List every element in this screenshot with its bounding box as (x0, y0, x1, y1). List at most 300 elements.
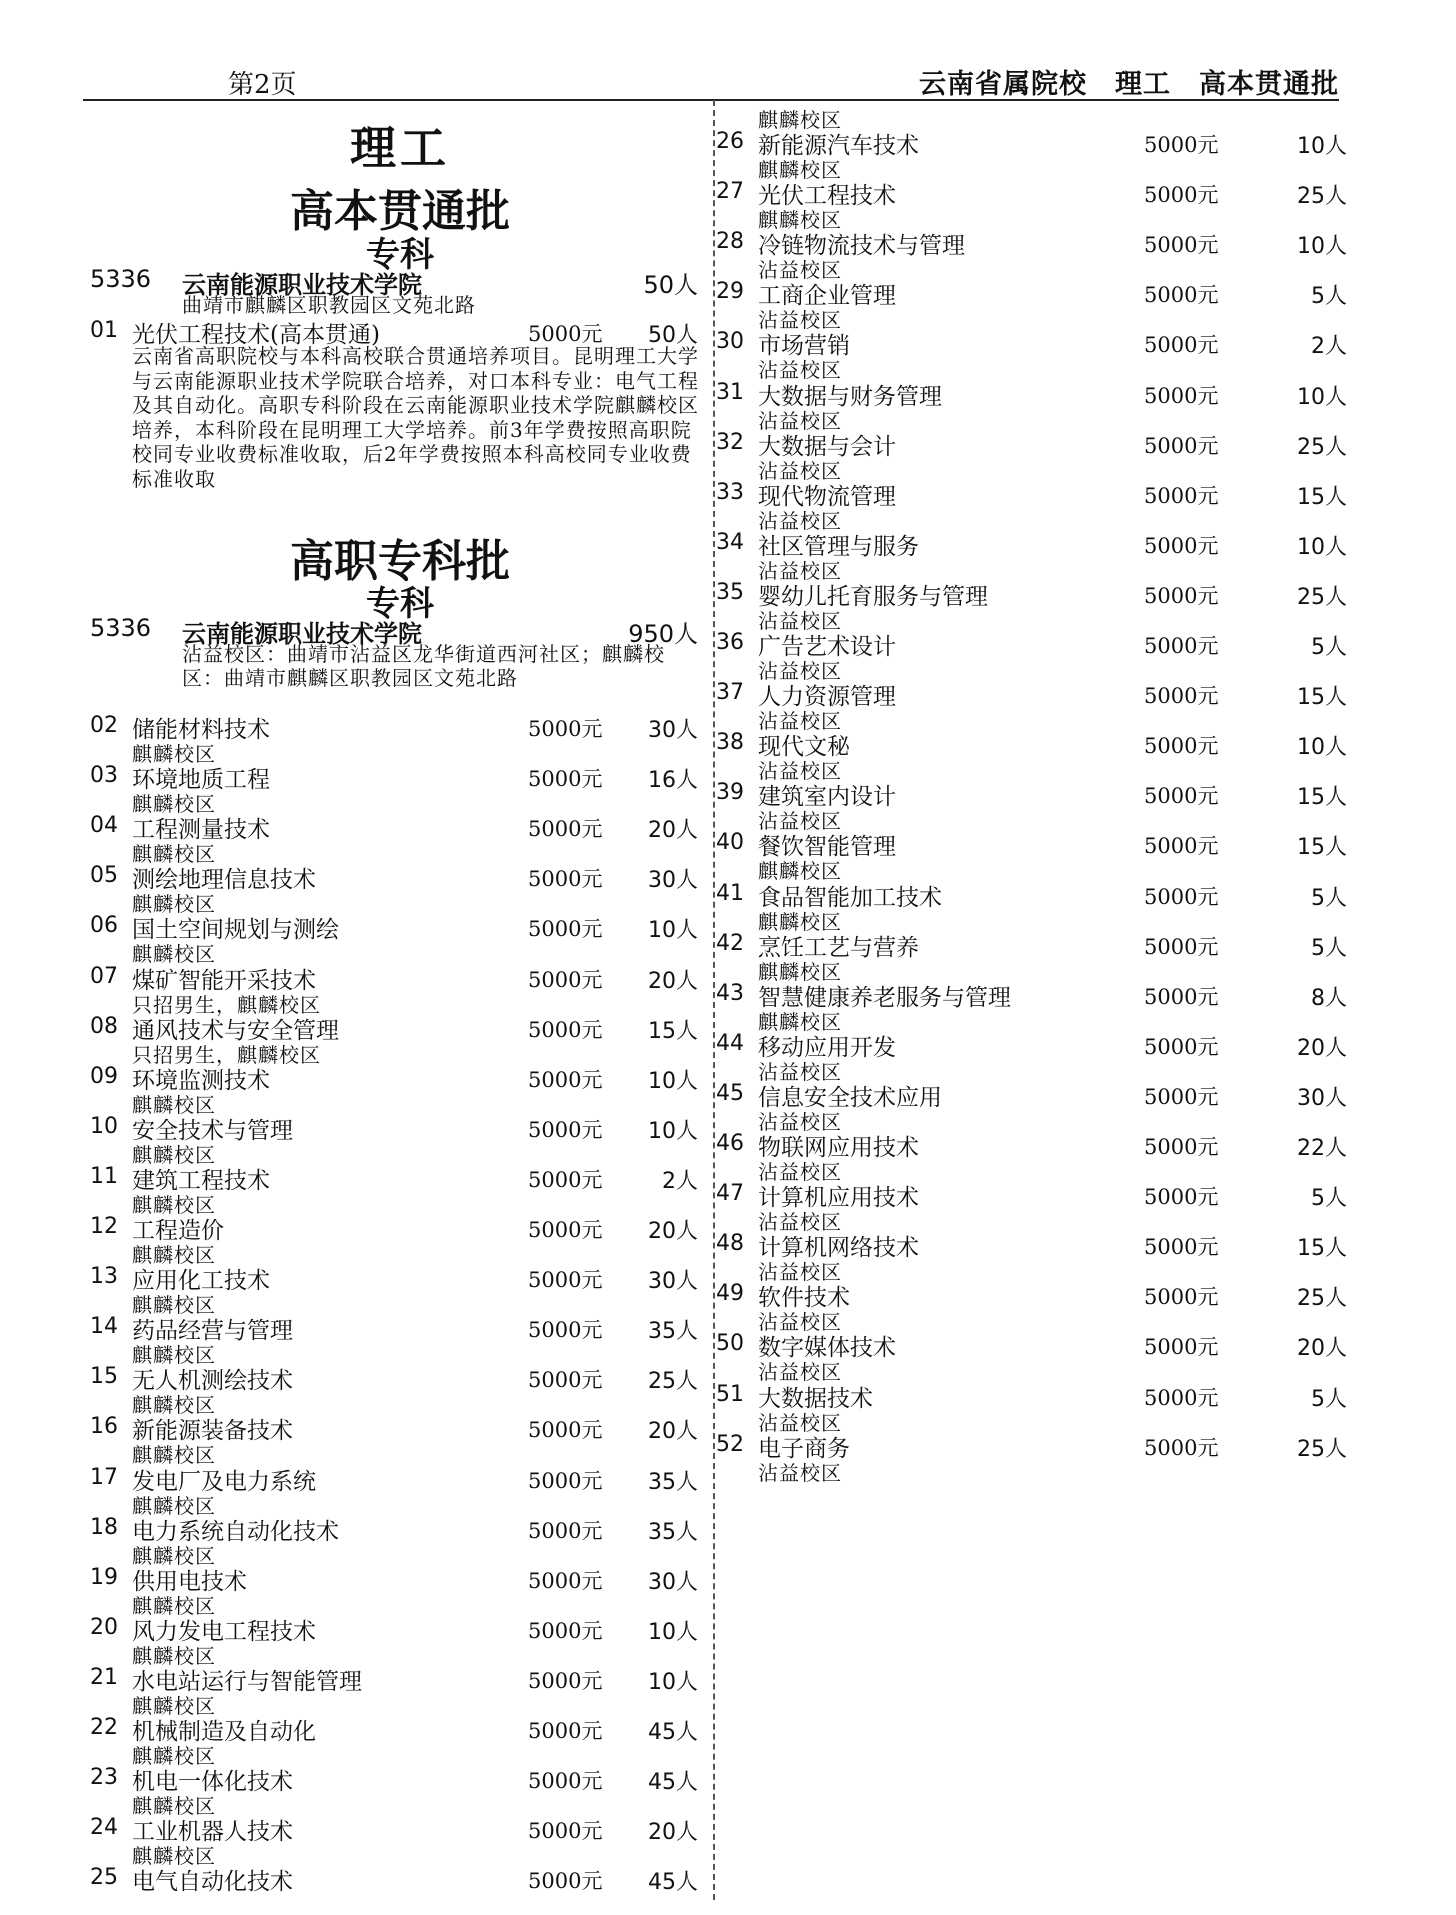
program-row (716, 880, 1347, 934)
program-fee: 5000元 (1144, 133, 1219, 157)
category-title: 理工 (350, 121, 450, 175)
program-row (716, 1431, 1347, 1485)
program-number: 34 (716, 529, 744, 555)
program-number: 26 (716, 129, 744, 154)
program-quota: 10人 (1297, 735, 1347, 761)
program-number: 25 (90, 1865, 118, 1891)
batch-title-2: 高职专科批 (290, 536, 510, 587)
program-number: 01 (90, 318, 118, 343)
program-fee: 5000元 (1144, 884, 1219, 909)
program-fee: 5000元 (528, 1769, 603, 1794)
program-quota: 15人 (1297, 484, 1347, 510)
program-name: 无人机测绘技术 (132, 1368, 293, 1395)
program-campus: 麒麟校区 (132, 842, 216, 867)
program-number: 52 (716, 1431, 744, 1457)
program-name: 机械制造及自动化 (132, 1719, 316, 1745)
program-row (90, 1514, 710, 1568)
program-row (90, 1815, 710, 1869)
program-fee: 5000元 (1144, 383, 1219, 408)
program-row (716, 229, 1347, 283)
program-name: 环境监测技术 (132, 1067, 270, 1094)
program-fee: 5000元 (528, 1318, 603, 1343)
program-quota: 10人 (1297, 234, 1347, 260)
program-quota: 20人 (1297, 1035, 1347, 1061)
program-row (90, 713, 710, 766)
program-name: 新能源汽车技术 (758, 133, 919, 159)
program-fee: 5000元 (528, 1819, 603, 1844)
program-name: 智慧健康养老服务与管理 (758, 984, 1011, 1011)
program-campus: 沾益校区 (758, 1460, 842, 1485)
institution-address: 曲靖市麒麟区职教园区文苑北路 (182, 293, 476, 317)
program-name: 环境地质工程 (132, 767, 270, 794)
program-row (90, 1364, 710, 1418)
program-row (90, 813, 710, 867)
program-campus: 麒麟校区 (132, 1293, 216, 1318)
program-fee: 5000元 (1144, 533, 1219, 558)
program-row (716, 129, 1347, 182)
program-number: 51 (716, 1381, 744, 1407)
program-row (90, 863, 710, 917)
program-number: 24 (90, 1815, 118, 1841)
institution-name: 云南能源职业技术学院 (182, 620, 422, 648)
program-fee: 5000元 (1144, 1235, 1219, 1260)
program-row (716, 930, 1347, 984)
program-quota: 5人 (1311, 935, 1347, 961)
program-campus: 麒麟校区 (132, 1343, 216, 1368)
program-row (90, 1564, 710, 1618)
program-campus: 麒麟校区 (132, 1844, 216, 1869)
program-quota: 45人 (648, 1870, 698, 1896)
program-campus-continued: 麒麟校区 (758, 108, 842, 132)
program-row (716, 1181, 1347, 1235)
program-number: 43 (716, 980, 744, 1006)
program-campus: 麒麟校区 (132, 1493, 216, 1518)
program-quota: 10人 (648, 1669, 698, 1695)
program-number: 42 (716, 930, 744, 956)
program-name: 工商企业管理 (758, 283, 896, 310)
program-campus: 沾益校区 (758, 1360, 842, 1385)
program-fee: 5000元 (1144, 433, 1219, 458)
program-name: 物联网应用技术 (758, 1135, 919, 1161)
program-name: 光伏工程技术(高本贯通) (132, 322, 380, 348)
program-fee: 5000元 (1144, 1335, 1219, 1360)
program-quota: 10人 (648, 1619, 698, 1645)
program-name: 烹饪工艺与营养 (758, 934, 919, 961)
institution-header (90, 265, 710, 299)
program-quota: 30人 (648, 1269, 698, 1295)
program-name: 建筑工程技术 (132, 1167, 270, 1194)
program-name: 应用化工技术 (132, 1268, 270, 1295)
program-campus: 麒麟校区 (758, 959, 842, 984)
program-quota: 5人 (1311, 635, 1347, 660)
program-campus: 只招男生，麒麟校区 (132, 1042, 321, 1067)
program-number: 45 (716, 1080, 744, 1106)
program-row (716, 1080, 1347, 1134)
program-fee: 5000元 (1144, 1385, 1219, 1410)
program-quota: 30人 (648, 868, 698, 894)
program-name: 计算机应用技术 (758, 1185, 919, 1212)
program-row (90, 1013, 710, 1067)
program-name: 发电厂及电力系统 (132, 1468, 316, 1495)
column-divider (713, 100, 715, 1900)
program-row (90, 763, 710, 817)
program-number: 09 (90, 1063, 118, 1089)
program-campus: 沾益校区 (758, 659, 842, 683)
program-note: 云南省高职院校与本科高校联合贯通培养项目。昆明理工大学与云南能源职业技术学院联合培养，对口本科专业：电气工程及其自动化。高职专科阶段在云南能源职业技术学院麒麟校区培养，本科阶段在昆明理工大学培养。前3年学费按照高职院校同专业收费标准收取，后2年学费按照本科高校同专业收费标准收取 (132, 344, 699, 491)
program-campus: 麒麟校区 (132, 1192, 216, 1217)
program-row (716, 279, 1347, 333)
program-campus: 沾益校区 (758, 458, 842, 483)
program-quota: 15人 (648, 1018, 698, 1044)
program-campus: 麒麟校区 (132, 1092, 216, 1117)
program-campus: 麒麟校区 (758, 909, 842, 934)
program-fee: 5000元 (528, 1668, 603, 1693)
program-fee: 5000元 (528, 1869, 603, 1894)
program-name: 国土空间规划与测绘 (132, 917, 339, 944)
program-campus: 麒麟校区 (132, 1142, 216, 1167)
program-quota: 35人 (648, 1469, 698, 1495)
program-quota: 10人 (648, 1068, 698, 1094)
program-fee: 5000元 (528, 717, 603, 741)
program-fee: 5000元 (528, 1368, 603, 1393)
program-fee: 5000元 (528, 1568, 603, 1593)
program-number: 36 (716, 630, 744, 655)
program-quota: 45人 (648, 1770, 698, 1796)
program-campus: 麒麟校区 (132, 892, 216, 917)
program-quota: 20人 (648, 818, 698, 844)
program-name: 信息安全技术应用 (758, 1084, 942, 1111)
program-fee: 5000元 (528, 1067, 603, 1092)
program-campus: 麒麟校区 (132, 1543, 216, 1568)
program-row (90, 1063, 710, 1117)
program-number: 40 (716, 830, 744, 856)
program-number: 06 (90, 913, 118, 939)
program-name: 大数据技术 (758, 1385, 873, 1412)
program-number: 19 (90, 1564, 118, 1590)
program-fee: 5000元 (528, 1618, 603, 1643)
program-row (716, 730, 1347, 784)
program-name: 工业机器人技术 (132, 1819, 293, 1846)
program-row (716, 830, 1347, 884)
program-row (90, 1314, 710, 1368)
institution-name: 云南能源职业技术学院 (182, 271, 422, 299)
program-quota: 25人 (1297, 434, 1347, 460)
program-number: 47 (716, 1181, 744, 1207)
institution-total: 50人 (643, 271, 698, 299)
program-quota: 15人 (1297, 1236, 1347, 1262)
program-row (716, 379, 1347, 433)
institution-address-2: 沾益校区：曲靖市沾益区龙华街道西河社区；麒麟校区：曲靖市麒麟区职教园区文苑北路 (182, 642, 665, 690)
institution-header-2 (90, 614, 710, 648)
program-name: 现代文秘 (758, 734, 850, 761)
program-number: 30 (716, 329, 744, 355)
program-number: 16 (90, 1414, 118, 1440)
program-name: 电力系统自动化技术 (132, 1518, 339, 1545)
program-name: 药品经营与管理 (132, 1318, 293, 1345)
program-row (90, 1715, 710, 1768)
program-quota: 20人 (648, 1219, 698, 1244)
institution-code: 5336 (90, 614, 152, 642)
program-row (90, 1865, 710, 1915)
program-fee: 5000元 (1144, 1034, 1219, 1059)
program-number: 46 (716, 1131, 744, 1156)
program-fee: 5000元 (1144, 233, 1219, 258)
program-name: 新能源装备技术 (132, 1418, 293, 1445)
program-fee: 5000元 (528, 1017, 603, 1042)
program-fee: 5000元 (528, 1167, 603, 1192)
program-quota: 10人 (1297, 534, 1347, 560)
program-quota: 35人 (648, 1519, 698, 1545)
program-row (716, 1281, 1347, 1335)
program-number: 05 (90, 863, 118, 889)
program-row (90, 963, 710, 1017)
program-quota: 5人 (1311, 885, 1347, 911)
program-quota: 30人 (1297, 1085, 1347, 1111)
program-number: 20 (90, 1614, 118, 1640)
program-name: 电气自动化技术 (132, 1869, 293, 1896)
program-number: 44 (716, 1030, 744, 1056)
program-campus: 沾益校区 (758, 1059, 842, 1084)
program-fee: 5000元 (1144, 634, 1219, 658)
program-campus: 麒麟校区 (132, 1794, 216, 1819)
program-number: 28 (716, 229, 744, 255)
program-quota: 20人 (648, 1820, 698, 1846)
program-campus: 沾益校区 (758, 1109, 842, 1134)
program-row (716, 179, 1347, 233)
level-title: 专科 (366, 235, 434, 275)
program-row (90, 1163, 710, 1217)
program-row (716, 329, 1347, 383)
program-quota: 5人 (1311, 1186, 1347, 1212)
program-fee: 5000元 (528, 1518, 603, 1543)
program-campus: 沾益校区 (758, 759, 842, 784)
program-row (90, 1414, 710, 1468)
program-fee: 5000元 (1144, 1185, 1219, 1210)
program-number: 14 (90, 1314, 118, 1340)
program-quota: 25人 (1297, 1286, 1347, 1312)
program-quota: 20人 (648, 968, 698, 994)
program-campus: 沾益校区 (758, 408, 842, 433)
program-quota: 10人 (1297, 384, 1347, 410)
program-fee: 5000元 (528, 1117, 603, 1142)
program-row (716, 680, 1347, 734)
program-name: 通风技术与安全管理 (132, 1017, 339, 1044)
program-quota: 45人 (648, 1720, 698, 1745)
program-name: 餐饮智能管理 (758, 834, 896, 861)
program-name: 大数据与会计 (758, 433, 896, 460)
program-name: 广告艺术设计 (758, 634, 896, 660)
program-fee: 5000元 (1144, 1285, 1219, 1310)
program-row (90, 1664, 710, 1718)
program-campus: 麒麟校区 (132, 742, 216, 766)
program-campus: 沾益校区 (758, 508, 842, 533)
program-row (716, 1030, 1347, 1084)
program-row (716, 1231, 1347, 1285)
program-row (716, 1381, 1347, 1435)
program-fee: 5000元 (1144, 1084, 1219, 1109)
program-name: 软件技术 (758, 1285, 850, 1312)
program-fee: 5000元 (528, 1218, 603, 1242)
program-fee: 5000元 (528, 817, 603, 842)
program-row (716, 1131, 1347, 1184)
program-number: 49 (716, 1281, 744, 1307)
program-name: 市场营销 (758, 333, 850, 360)
header-rule (83, 99, 1339, 101)
program-fee: 5000元 (1144, 283, 1219, 308)
program-quota: 5人 (1311, 284, 1347, 310)
program-number: 22 (90, 1715, 118, 1740)
program-row (716, 780, 1347, 834)
program-number: 23 (90, 1765, 118, 1791)
program-campus: 麒麟校区 (132, 1443, 216, 1468)
program-quota: 16人 (648, 768, 698, 794)
program-number: 35 (716, 579, 744, 605)
program-quota: 25人 (1297, 584, 1347, 610)
program-number: 29 (716, 279, 744, 305)
program-row (90, 1214, 710, 1267)
running-header: 云南省属院校 理工 高本贯通批 (919, 69, 1339, 100)
program-row (90, 1464, 710, 1518)
program-quota: 25人 (1297, 1436, 1347, 1462)
program-fee: 5000元 (528, 867, 603, 892)
program-quota: 2人 (1311, 334, 1347, 360)
program-fee: 5000元 (528, 1468, 603, 1493)
program-campus: 沾益校区 (758, 1160, 842, 1184)
program-fee: 5000元 (528, 322, 603, 346)
program-name: 工程造价 (132, 1218, 224, 1244)
program-fee: 5000元 (1144, 183, 1219, 208)
program-campus: 沾益校区 (758, 1410, 842, 1435)
program-campus: 麒麟校区 (132, 1593, 216, 1618)
program-campus: 麒麟校区 (132, 1393, 216, 1418)
batch-title: 高本贯通批 (290, 186, 510, 237)
program-row (90, 1264, 710, 1318)
program-campus: 麒麟校区 (132, 1693, 216, 1718)
program-number: 38 (716, 730, 744, 756)
program-name: 计算机网络技术 (758, 1235, 919, 1262)
program-row (716, 630, 1347, 683)
program-name: 食品智能加工技术 (758, 884, 942, 911)
program-quota: 35人 (648, 1319, 698, 1345)
program-name: 移动应用开发 (758, 1034, 896, 1061)
program-quota: 50人 (648, 323, 698, 348)
program-fee: 5000元 (1144, 333, 1219, 358)
program-number: 17 (90, 1464, 118, 1490)
program-quota: 15人 (1297, 835, 1347, 861)
program-campus: 麒麟校区 (132, 1643, 216, 1668)
program-fee: 5000元 (1144, 934, 1219, 959)
program-quota: 10人 (648, 1118, 698, 1144)
program-quota: 30人 (648, 718, 698, 743)
program-fee: 5000元 (1144, 1435, 1219, 1460)
program-number: 21 (90, 1664, 118, 1690)
program-name: 大数据与财务管理 (758, 383, 942, 410)
program-number: 10 (90, 1113, 118, 1139)
program-row (716, 1331, 1347, 1385)
program-number: 04 (90, 813, 118, 839)
program-number: 02 (90, 713, 118, 738)
program-row (716, 479, 1347, 533)
program-quota: 15人 (1297, 685, 1347, 711)
program-number: 31 (716, 379, 744, 405)
program-campus: 沾益校区 (758, 1210, 842, 1235)
program-quota: 5人 (1311, 1386, 1347, 1412)
program-name: 婴幼儿托育服务与管理 (758, 583, 988, 610)
program-campus: 沾益校区 (758, 608, 842, 633)
program-campus: 沾益校区 (758, 1310, 842, 1335)
program-number: 33 (716, 479, 744, 505)
program-fee: 5000元 (1144, 784, 1219, 809)
program-name: 冷链物流技术与管理 (758, 233, 965, 260)
program-number: 07 (90, 963, 118, 989)
program-campus: 麒麟校区 (758, 158, 842, 182)
program-name: 测绘地理信息技术 (132, 867, 316, 894)
program-quota: 8人 (1311, 985, 1347, 1011)
program-quota: 30人 (648, 1569, 698, 1595)
program-quota: 25人 (1297, 184, 1347, 210)
program-fee: 5000元 (528, 917, 603, 942)
program-quota: 10人 (1297, 134, 1347, 159)
program-fee: 5000元 (528, 1418, 603, 1443)
program-quota: 25人 (648, 1369, 698, 1395)
program-fee: 5000元 (1144, 583, 1219, 608)
program-campus: 麒麟校区 (132, 942, 216, 967)
program-number: 27 (716, 179, 744, 205)
level-title-2: 专科 (366, 584, 434, 624)
program-name: 建筑室内设计 (758, 784, 896, 811)
program-campus: 麒麟校区 (132, 792, 216, 817)
program-fee: 5000元 (1144, 483, 1219, 508)
program-row (716, 429, 1347, 483)
program-campus: 麒麟校区 (132, 1243, 216, 1267)
program-number: 39 (716, 780, 744, 806)
program-row (90, 913, 710, 967)
program-campus: 沾益校区 (758, 308, 842, 333)
program-number: 15 (90, 1364, 118, 1390)
program-quota: 2人 (662, 1168, 698, 1194)
program-campus: 沾益校区 (758, 258, 842, 283)
program-quota: 10人 (648, 918, 698, 944)
program-number: 32 (716, 429, 744, 455)
program-row (716, 579, 1347, 633)
program-row (90, 1113, 710, 1167)
program-name: 煤矿智能开采技术 (132, 967, 316, 994)
program-name: 现代物流管理 (758, 483, 896, 510)
program-fee: 5000元 (528, 967, 603, 992)
program-number: 12 (90, 1214, 118, 1239)
program-campus: 只招男生，麒麟校区 (132, 992, 321, 1017)
program-campus: 麒麟校区 (758, 208, 842, 233)
program-fee: 5000元 (1144, 834, 1219, 859)
program-fee: 5000元 (528, 1719, 603, 1743)
program-campus: 沾益校区 (758, 358, 842, 383)
program-row (716, 980, 1347, 1034)
program-number: 11 (90, 1163, 118, 1189)
institution-total: 950人 (628, 620, 698, 648)
program-number: 18 (90, 1514, 118, 1540)
program-quota: 15人 (1297, 785, 1347, 811)
program-campus: 麒麟校区 (758, 859, 842, 884)
program-name: 电子商务 (758, 1435, 850, 1462)
program-name: 安全技术与管理 (132, 1117, 293, 1144)
program-name: 风力发电工程技术 (132, 1618, 316, 1645)
program-row (90, 1614, 710, 1668)
program-number: 08 (90, 1013, 118, 1039)
program-campus: 沾益校区 (758, 558, 842, 583)
program-number: 50 (716, 1331, 744, 1357)
program-name: 数字媒体技术 (758, 1335, 896, 1362)
program-campus: 沾益校区 (758, 809, 842, 834)
